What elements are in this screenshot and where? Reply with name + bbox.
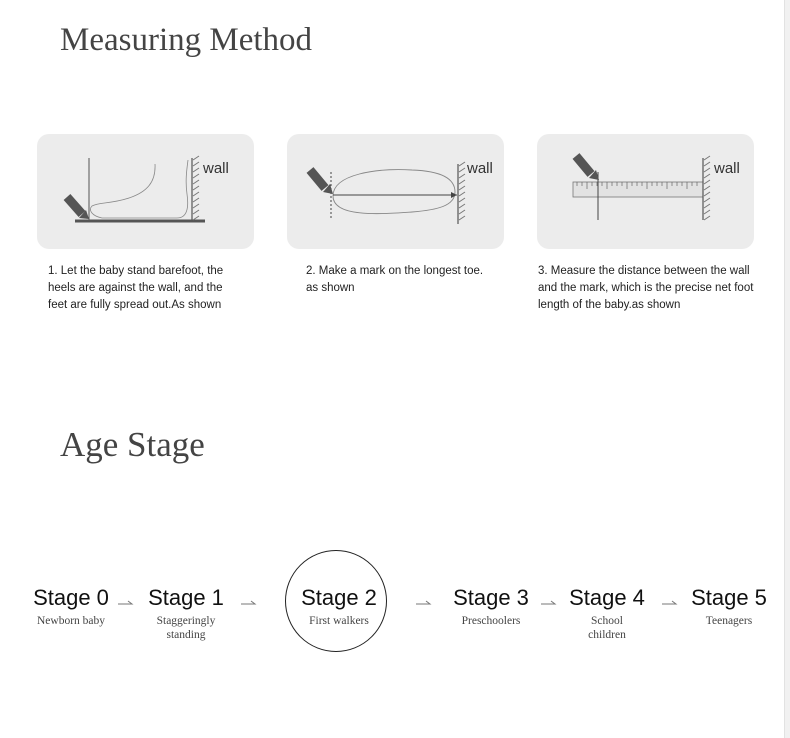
wall-label: wall xyxy=(203,160,229,177)
measure-step-2-illustration xyxy=(287,134,504,249)
arrow-right-icon xyxy=(661,596,679,608)
wall-icon xyxy=(458,162,465,224)
wall-label: wall xyxy=(714,160,740,177)
wall-icon xyxy=(192,156,199,221)
stage-0: Stage 0 Newborn baby xyxy=(33,585,109,627)
stage-1: Stage 1 Staggeringly standing xyxy=(148,585,224,641)
pencil-icon xyxy=(576,156,599,180)
wall-label: wall xyxy=(467,160,493,177)
measure-step-3-text: 3. Measure the distance between the wall and the mark, which is the precise net foot length of the baby.as shown xyxy=(538,265,754,311)
stage-2: Stage 2 First walkers xyxy=(301,585,377,627)
pencil-icon xyxy=(310,170,333,194)
stage-3: Stage 3 Preschoolers xyxy=(453,585,529,627)
arrow-right-icon xyxy=(415,596,433,608)
arrow-right-icon xyxy=(240,596,258,608)
pencil-icon xyxy=(67,197,89,219)
stage-4: Stage 4 School children xyxy=(569,585,645,641)
arrow-right-icon xyxy=(540,596,558,608)
wall-icon xyxy=(703,156,710,220)
measure-step-2-text: 2. Make a mark on the longest toe. as shown xyxy=(306,265,484,294)
stage-5: Stage 5 Teenagers xyxy=(691,585,767,627)
measure-step-1-text: 1. Let the baby stand barefoot, the heels are against the wall, and the feet are fully spread out.As shown xyxy=(48,265,224,311)
measuring-method-title: Measuring Method xyxy=(60,22,313,58)
measure-step-3-illustration xyxy=(537,134,754,249)
age-stage-title: Age Stage xyxy=(60,425,205,464)
arrow-right-icon xyxy=(117,596,135,608)
measure-step-1-illustration xyxy=(37,134,254,249)
